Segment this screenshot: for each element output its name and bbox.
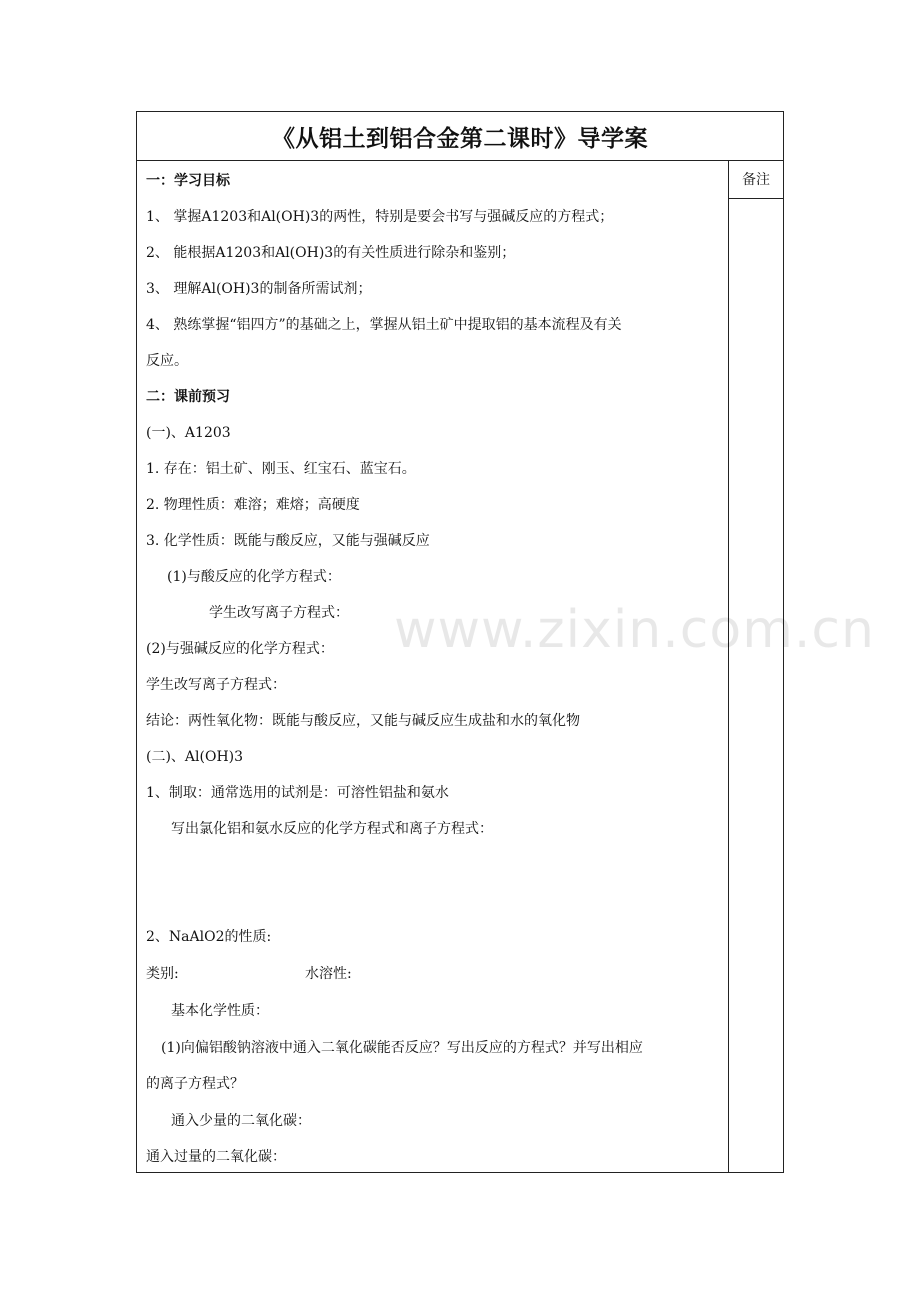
small-co2-prompt: 通入少量的二氧化碳： [171, 1113, 311, 1129]
basic-chemical-properties: 基本化学性质： [171, 1003, 269, 1019]
objective-2: 2、 能根据A1203和Al(OH)3的有关性质进行除杂和鉴别； [146, 245, 516, 261]
al2o3-chemical-properties: 3. 化学性质：既能与酸反应，又能与强碱反应 [146, 533, 430, 549]
preparation-text: 1、制取：通常选用的试剂是：可溶性铝盐和氨水 [146, 785, 449, 801]
category-label: 类别: [146, 966, 179, 982]
objective-1: 1、 掌握A1203和Al(OH)3的两性，特别是要会书写与强碱反应的方程式； [146, 209, 614, 225]
al2o3-physical-properties: 2. 物理性质：难溶；难熔；高硬度 [146, 497, 360, 513]
al2o3-occurrence: 1. 存在：铝土矿、刚玉、红宝石、蓝宝石。 [146, 461, 416, 477]
excess-co2-prompt: 通入过量的二氧化碳： [146, 1149, 286, 1165]
base-ionic-equation-prompt: 学生改写离子方程式： [146, 677, 286, 693]
write-equation-prompt: 写出氯化铝和氨水反应的化学方程式和离子方程式： [171, 821, 493, 837]
subsection-al2o3: (一)、A1203 [146, 425, 231, 441]
watermark: www.zixin.com.cn [394, 600, 875, 660]
section-heading-objectives: 一：学习目标 [146, 173, 230, 189]
co2-question-continued: 的离子方程式？ [146, 1076, 244, 1092]
objective-4-continued: 反应。 [146, 353, 188, 369]
acid-ionic-equation-prompt: 学生改写离子方程式： [209, 605, 349, 621]
naalo2-properties-heading: 2、NaAlO2的性质: [146, 929, 272, 945]
co2-question: (1)向偏铝酸钠溶液中通入二氧化碳能否反应？写出反应的方程式？并写出相应 [161, 1040, 643, 1056]
conclusion-text: 结论：两性氧化物：既能与酸反应，又能与碱反应生成盐和水的氧化物 [146, 713, 580, 729]
worksheet-table [136, 111, 784, 1173]
subsection-aloh3: (二)、Al(OH)3 [146, 749, 244, 765]
objective-3: 3、 理解Al(OH)3的制备所需试剂； [146, 281, 372, 297]
section-heading-preview: 二：课前预习 [146, 389, 230, 405]
objective-4: 4、 熟练掌握“铝四方”的基础之上，掌握从铝土矿中提取铝的基本流程及有关 [146, 317, 622, 333]
title-row [137, 112, 783, 161]
notes-column [729, 160, 783, 1172]
base-reaction-prompt: (2)与强碱反应的化学方程式： [146, 641, 334, 657]
notes-header: 备注 [729, 160, 783, 199]
solubility-label: 水溶性: [305, 966, 352, 982]
content-cell [137, 160, 729, 1172]
page-title: 《从铝土到铝合金第二课时》导学案 [272, 124, 648, 152]
acid-reaction-prompt: (1)与酸反应的化学方程式： [167, 569, 341, 585]
